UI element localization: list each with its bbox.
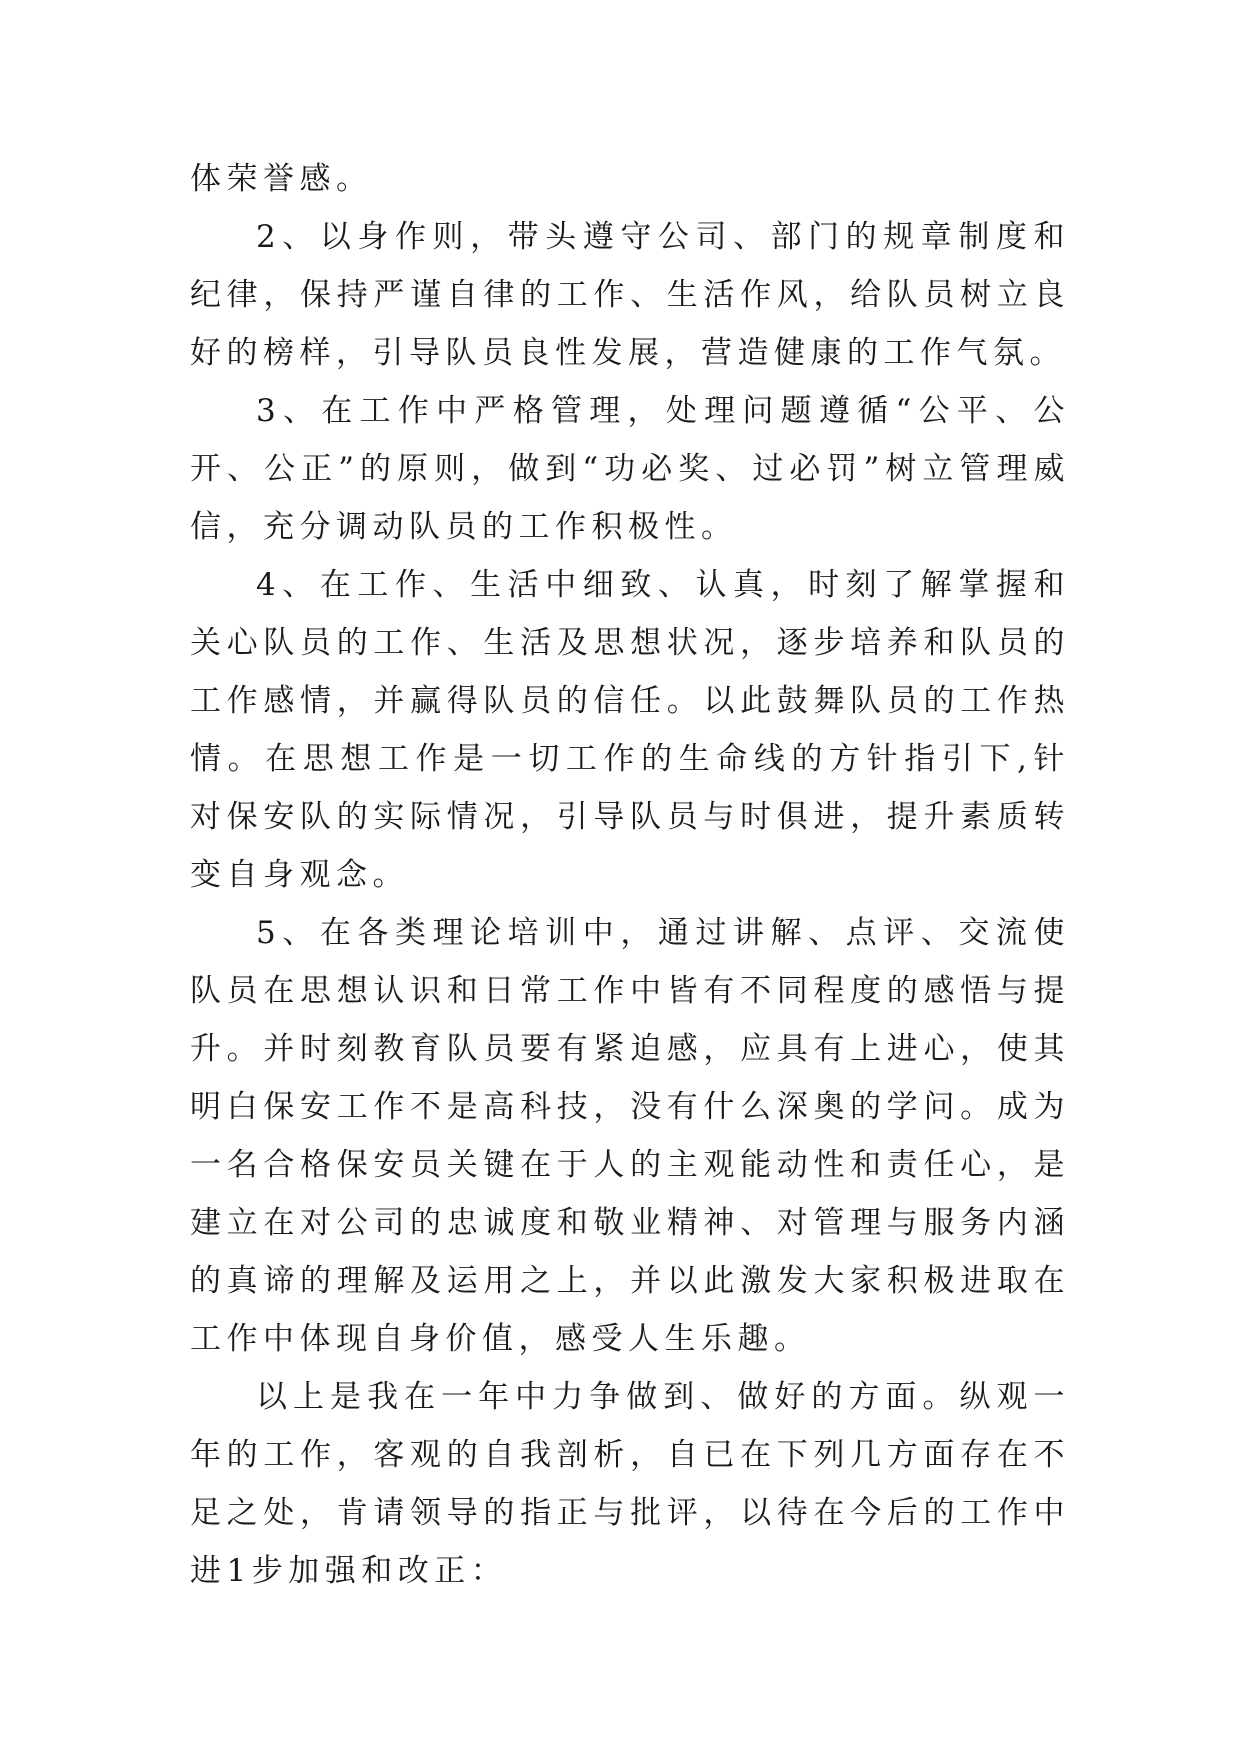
paragraph-summary: 以上是我在一年中力争做到、做好的方面。纵观一年的工作，客观的自我剖析，自已在下列几方面存在不足之处，肯请领导的指正与批评，以待在今后的工作中进1步加强和改正： [190,1379,1070,1589]
paragraph-item-3: 3、在工作中严格管理，处理问题遵循“公平、公开、公正”的原则，做到“功必奖、过必罚”树立管理威信，充分调动队员的工作积极性。 [190,393,1070,545]
paragraph-item-2: 2、以身作则，带头遵守公司、部门的规章制度和纪律，保持严谨自律的工作、生活作风，给队员树立良好的榜样，引导队员良性发展，营造健康的工作气氛。 [190,219,1070,371]
paragraph-item-5: 5、在各类理论培训中，通过讲解、点评、交流使队员在思想认识和日常工作中皆有不同程度的感悟与提升。并时刻教育队员要有紧迫感，应具有上进心，使其明白保安工作不是高科技，没有什么深奥的学问。成为一名合格保安员关键在于人的主观能动性和责任心，是建立在对公司的忠诚度和敬业精神、对管理与服务内涵的真谛的理解及运用之上，并以此激发大家积极进取在工作中体现自身价值，感受人生乐趣。 [190,915,1070,1357]
document-body [190,150,1070,1600]
paragraph-continuation: 体荣誉感。 [190,161,373,197]
paragraph-item-4: 4、在工作、生活中细致、认真，时刻了解掌握和关心队员的工作、生活及思想状况，逐步培养和队员的工作感情，并赢得队员的信任。以此鼓舞队员的工作热情。在思想工作是一切工作的生命线的方针指引下,针对保安队的实际情况，引导队员与时俱进，提升素质转变自身观念。 [190,567,1070,893]
